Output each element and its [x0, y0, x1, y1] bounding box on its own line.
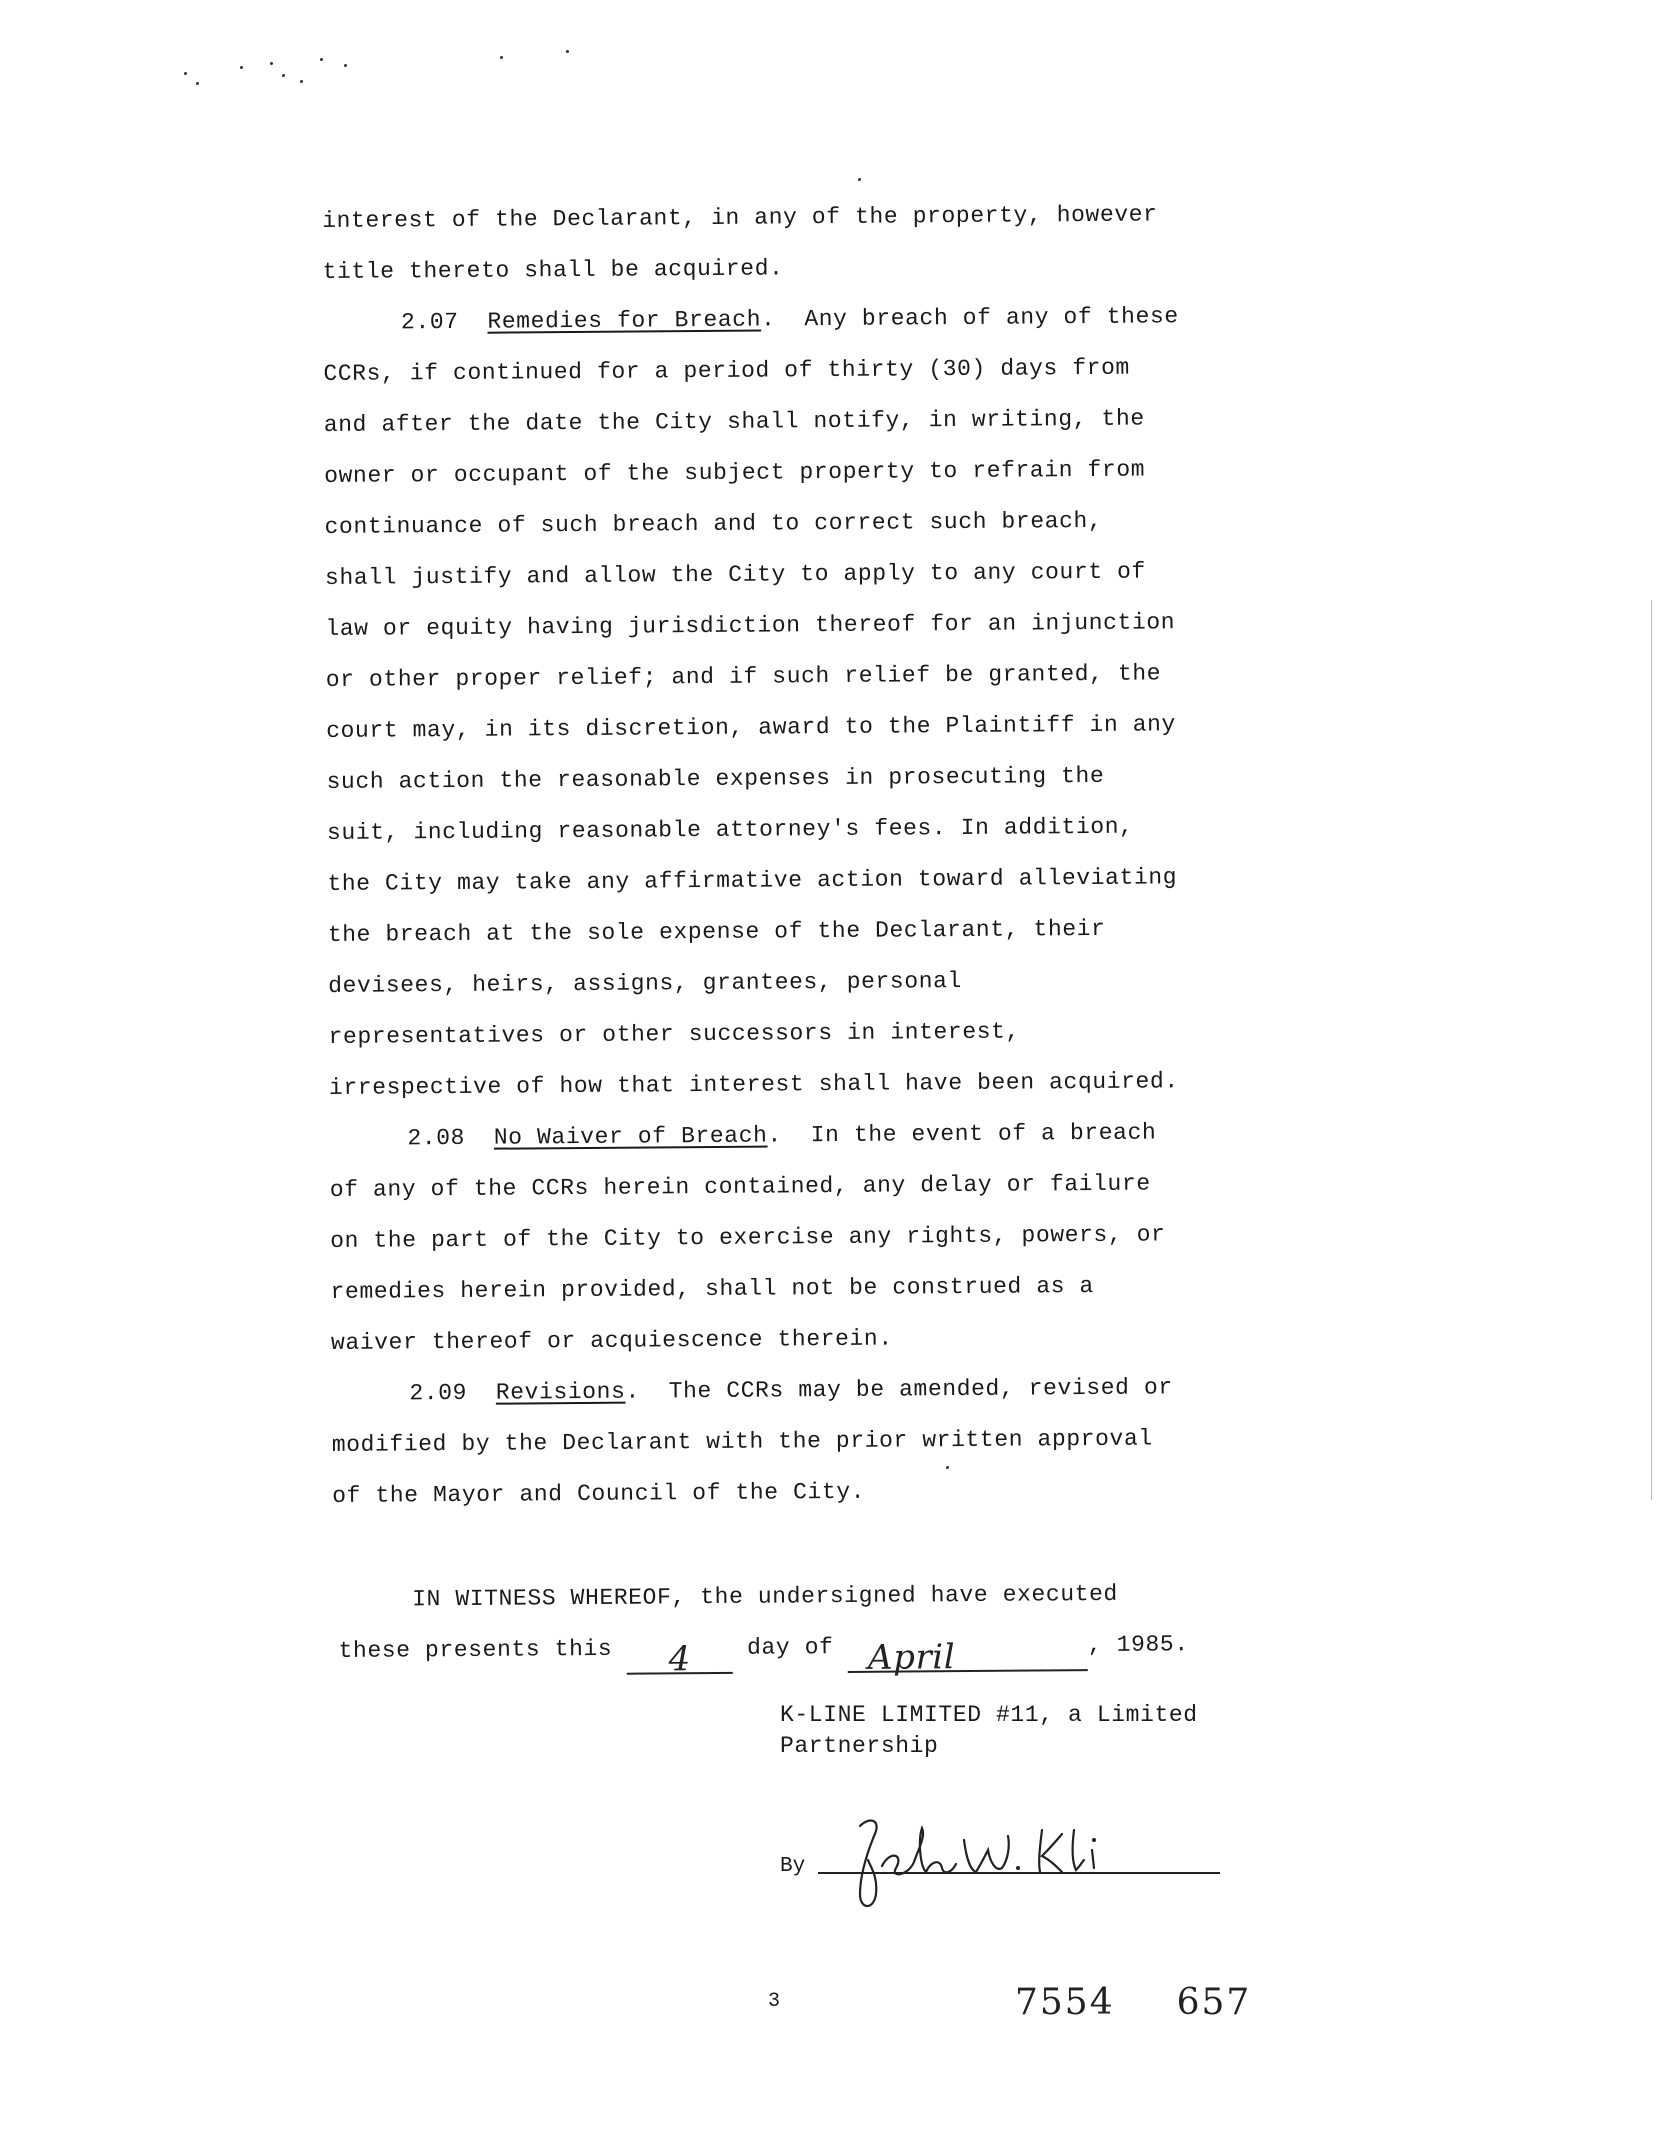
text-line: shall justify and allow the City to apply to any court of [324, 558, 1147, 591]
scan-edge [1651, 600, 1652, 1500]
stamp-docket: 7554 [1015, 1982, 1115, 2023]
text-line: owner or occupant of the subject property to refrain from [324, 456, 1146, 489]
scan-speck [300, 80, 303, 83]
month-blank [848, 1637, 1088, 1678]
text-line: and after the date the City shall notify, in writing, the [323, 405, 1145, 438]
section-2-08-first-line: 2.08 No Waiver of Breach. In the event of a breach [407, 1119, 1157, 1152]
party-type: Partnership [780, 1733, 939, 1759]
witness-mid: day of [746, 1634, 834, 1661]
scan-speck [270, 62, 273, 65]
stamp-page: 657 [1176, 1982, 1252, 2023]
text-line: such action the reasonable expenses in prosecuting the [326, 762, 1105, 795]
text-line: interest of the Declarant, in any of the property, however [322, 201, 1158, 234]
body-text [322, 189, 1252, 1522]
signature-block [780, 1810, 1220, 1890]
handwritten-day: 4 [668, 1639, 692, 1680]
text-line: remedies herein provided, shall not be construed as a [330, 1272, 1095, 1305]
section-number: 2.09 [409, 1379, 468, 1407]
witness-block [338, 1568, 1254, 1680]
scan-speck [282, 74, 285, 77]
section-2-09-first-line: 2.09 Revisions. The CCRs may be amended, revised or [409, 1374, 1173, 1407]
recording-stamp [1015, 1982, 1251, 2023]
text-line: In the event of a breach [810, 1119, 1157, 1149]
section-number: 2.08 [407, 1124, 466, 1152]
text-line: waiver thereof or acquiescence therein. [330, 1325, 893, 1356]
scan-speck [320, 58, 323, 61]
text-line: of any of the CCRs herein contained, any delay or failure [329, 1170, 1151, 1203]
text-line: CCRs, if continued for a period of thirty (30) days from [323, 354, 1131, 387]
scan-speck [344, 64, 347, 67]
text-line: the breach at the sole expense of the Declarant, their [327, 915, 1106, 948]
handwritten-signature [830, 1806, 1150, 1916]
page-number: 3 [768, 1990, 781, 2013]
witness-year: , 1985. [1087, 1631, 1189, 1659]
text-line: devisees, heirs, assigns, grantees, personal [328, 967, 962, 999]
section-2-07-first-line: 2.07 Remedies for Breach. Any breach of any of these [400, 303, 1179, 336]
text-line: court may, in its discretion, award to the Plaintiff in any [326, 711, 1177, 744]
scan-speck [184, 72, 187, 75]
text-line: of the Mayor and Council of the City. [332, 1478, 866, 1509]
scan-speck [500, 56, 503, 59]
scan-speck [240, 66, 243, 69]
text-line: representatives or other successors in interest, [328, 1018, 1020, 1050]
party-name: K-LINE LIMITED #11, a Limited [780, 1702, 1198, 1728]
section-number: 2.07 [400, 308, 459, 336]
by-label: By [780, 1855, 806, 1878]
scan-speck [566, 50, 569, 53]
text-line: irrespective of how that interest shall have been acquired. [328, 1068, 1179, 1101]
text-line: title thereto shall be acquired. [322, 255, 784, 285]
witness-prefix: these presents this [338, 1635, 613, 1664]
text-line: or other proper relief; and if such relief be granted, the [325, 660, 1162, 693]
text-line: Any breach of any of these [804, 303, 1179, 333]
text-line: law or equity having jurisdiction thereof for an injunction [325, 609, 1176, 642]
section-heading: Remedies for Breach [487, 306, 762, 335]
scan-speck [858, 178, 861, 181]
text-line: the City may take any affirmative action toward alleviating [327, 864, 1178, 897]
witness-date-line [338, 1619, 1253, 1680]
handwritten-month: April [867, 1637, 956, 1678]
text-line: continuance of such breach and to correct such breach, [324, 507, 1103, 540]
text-line: modified by the Declarant with the prior written approval [331, 1425, 1153, 1458]
text-line: The CCRs may be amended, revised or [668, 1374, 1173, 1405]
text-line: on the part of the City to exercise any rights, powers, or [330, 1221, 1166, 1254]
scan-speck [196, 82, 199, 85]
section-heading: No Waiver of Breach [493, 1122, 768, 1151]
party-block [780, 1700, 1260, 1762]
text-line: suit, including reasonable attorney's fees. In addition, [326, 813, 1134, 846]
day-blank [627, 1639, 733, 1680]
section-heading: Revisions [495, 1378, 626, 1406]
witness-line: IN WITNESS WHEREOF, the undersigned have executed [412, 1580, 1118, 1613]
